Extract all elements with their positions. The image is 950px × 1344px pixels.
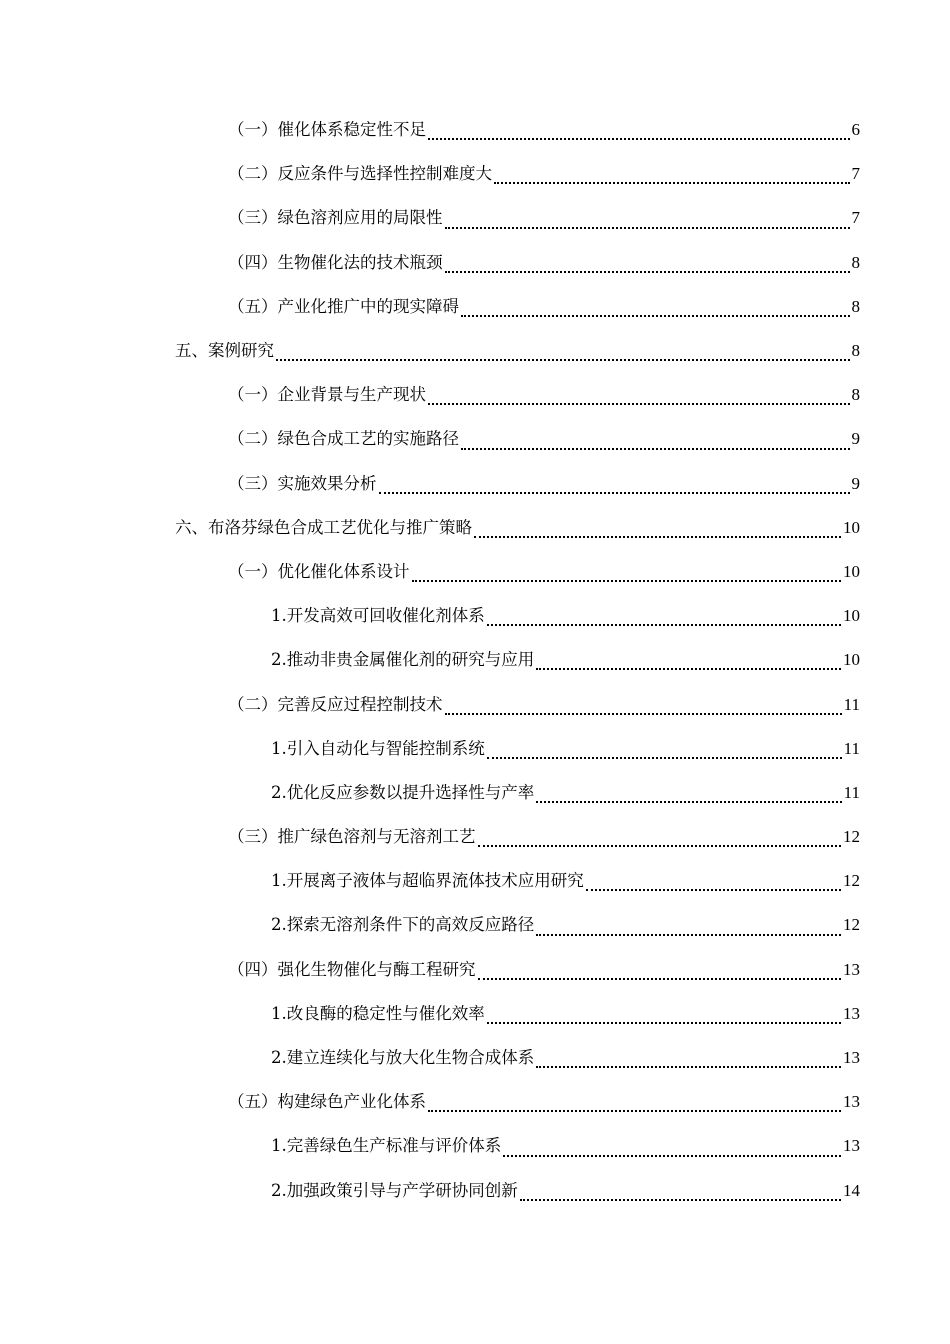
- toc-page-number: 6: [851, 120, 860, 140]
- dot-leader: [478, 845, 842, 847]
- toc-page-number: 12: [843, 871, 860, 891]
- toc-page-number: 10: [843, 561, 860, 581]
- dot-leader: [445, 713, 842, 715]
- toc-entry[interactable]: [0, 506, 950, 550]
- toc-entry[interactable]: [0, 108, 950, 152]
- dot-leader: [536, 934, 841, 936]
- toc-page-number: 13: [843, 1003, 860, 1023]
- toc-entry[interactable]: [0, 373, 950, 417]
- toc-page-number: 14: [843, 1180, 860, 1200]
- toc-entry[interactable]: [0, 152, 950, 196]
- toc-entry[interactable]: [0, 727, 950, 771]
- toc-page-number: 13: [843, 959, 860, 979]
- toc-entry-title: 1.开展离子液体与超临界流体技术应用研究: [271, 871, 584, 891]
- toc-entry[interactable]: [0, 196, 950, 240]
- toc-page-number: 9: [851, 473, 860, 493]
- toc-entry[interactable]: [0, 462, 950, 506]
- dot-leader: [461, 448, 850, 450]
- dot-leader: [428, 138, 850, 140]
- table-of-contents: [0, 108, 950, 1213]
- dot-leader: [520, 1199, 841, 1201]
- dot-leader: [503, 1155, 841, 1157]
- dot-leader: [445, 227, 850, 229]
- toc-page-number: 8: [851, 252, 860, 272]
- toc-entry-title: （二）反应条件与选择性控制难度大: [228, 164, 492, 184]
- dot-leader: [494, 182, 850, 184]
- toc-entry[interactable]: [0, 1036, 950, 1080]
- dot-leader: [536, 668, 841, 670]
- toc-entry-title: （四）生物催化法的技术瓶颈: [228, 252, 443, 272]
- toc-entry-title: 1.完善绿色生产标准与评价体系: [271, 1136, 502, 1156]
- toc-page-number: 8: [851, 296, 860, 316]
- toc-entry[interactable]: [0, 682, 950, 726]
- toc-entry-title: （一）企业背景与生产现状: [228, 385, 426, 405]
- dot-leader: [487, 757, 842, 759]
- toc-entry[interactable]: [0, 859, 950, 903]
- toc-entry[interactable]: [0, 992, 950, 1036]
- toc-page-number: 11: [843, 694, 860, 714]
- toc-entry-title: （四）强化生物催化与酶工程研究: [228, 959, 476, 979]
- dot-leader: [487, 1022, 841, 1024]
- toc-entry-title: 2.探索无溶剂条件下的高效反应路径: [271, 915, 535, 935]
- toc-entry-title: 1.改良酶的稳定性与催化效率: [271, 1003, 485, 1023]
- toc-entry[interactable]: [0, 329, 950, 373]
- toc-entry[interactable]: [0, 948, 950, 992]
- toc-page-number: 10: [843, 517, 860, 537]
- toc-entry[interactable]: [0, 1169, 950, 1213]
- toc-entry[interactable]: [0, 550, 950, 594]
- toc-entry-title: （三）推广绿色溶剂与无溶剂工艺: [228, 827, 476, 847]
- toc-entry-title: （二）完善反应过程控制技术: [228, 694, 443, 714]
- toc-entry-title: （五）构建绿色产业化体系: [228, 1092, 426, 1112]
- toc-page-number: 10: [843, 606, 860, 626]
- dot-leader: [412, 580, 842, 582]
- toc-page-number: 11: [843, 738, 860, 758]
- toc-page-number: 7: [851, 164, 860, 184]
- dot-leader: [461, 315, 850, 317]
- toc-entry[interactable]: [0, 815, 950, 859]
- dot-leader: [536, 801, 841, 803]
- toc-page-number: 7: [851, 208, 860, 228]
- toc-page-number: 11: [843, 782, 860, 802]
- toc-entry[interactable]: [0, 594, 950, 638]
- toc-entry-title: （三）绿色溶剂应用的局限性: [228, 208, 443, 228]
- dot-leader: [478, 978, 842, 980]
- toc-page-number: 9: [851, 429, 860, 449]
- toc-entry[interactable]: [0, 241, 950, 285]
- toc-entry-title: 五、案例研究: [175, 341, 274, 361]
- dot-leader: [276, 359, 850, 361]
- toc-entry[interactable]: [0, 1124, 950, 1168]
- toc-entry-title: （五）产业化推广中的现实障碍: [228, 296, 459, 316]
- toc-page-number: 13: [843, 1136, 860, 1156]
- toc-entry-title: 六、布洛芬绿色合成工艺优化与推广策略: [175, 517, 472, 537]
- toc-page-number: 8: [851, 341, 860, 361]
- toc-entry-title: 2.加强政策引导与产学研协同创新: [271, 1180, 518, 1200]
- toc-entry-title: （一）优化催化体系设计: [228, 561, 410, 581]
- toc-entry-title: 2.建立连续化与放大化生物合成体系: [271, 1048, 535, 1068]
- toc-entry[interactable]: [0, 285, 950, 329]
- toc-page-number: 12: [843, 827, 860, 847]
- toc-page-number: 12: [843, 915, 860, 935]
- dot-leader: [474, 536, 841, 538]
- toc-entry-title: （三）实施效果分析: [228, 473, 377, 493]
- toc-page-number: 13: [843, 1092, 860, 1112]
- dot-leader: [586, 889, 841, 891]
- toc-entry-title: 2.优化反应参数以提升选择性与产率: [271, 782, 535, 802]
- dot-leader: [487, 624, 841, 626]
- toc-page-number: 8: [851, 385, 860, 405]
- dot-leader: [428, 403, 850, 405]
- toc-entry-title: 2.推动非贵金属催化剂的研究与应用: [271, 650, 535, 670]
- toc-entry[interactable]: [0, 771, 950, 815]
- toc-page-number: 13: [843, 1048, 860, 1068]
- dot-leader: [536, 1066, 841, 1068]
- dot-leader: [428, 1110, 841, 1112]
- toc-entry-title: （二）绿色合成工艺的实施路径: [228, 429, 459, 449]
- toc-entry[interactable]: [0, 638, 950, 682]
- dot-leader: [379, 492, 850, 494]
- toc-entry-title: 1.引入自动化与智能控制系统: [271, 738, 485, 758]
- toc-entry[interactable]: [0, 903, 950, 947]
- dot-leader: [445, 271, 850, 273]
- toc-entry[interactable]: [0, 1080, 950, 1124]
- toc-page-number: 10: [843, 650, 860, 670]
- toc-entry[interactable]: [0, 417, 950, 461]
- toc-entry-title: 1.开发高效可回收催化剂体系: [271, 606, 485, 626]
- toc-entry-title: （一）催化体系稳定性不足: [228, 120, 426, 140]
